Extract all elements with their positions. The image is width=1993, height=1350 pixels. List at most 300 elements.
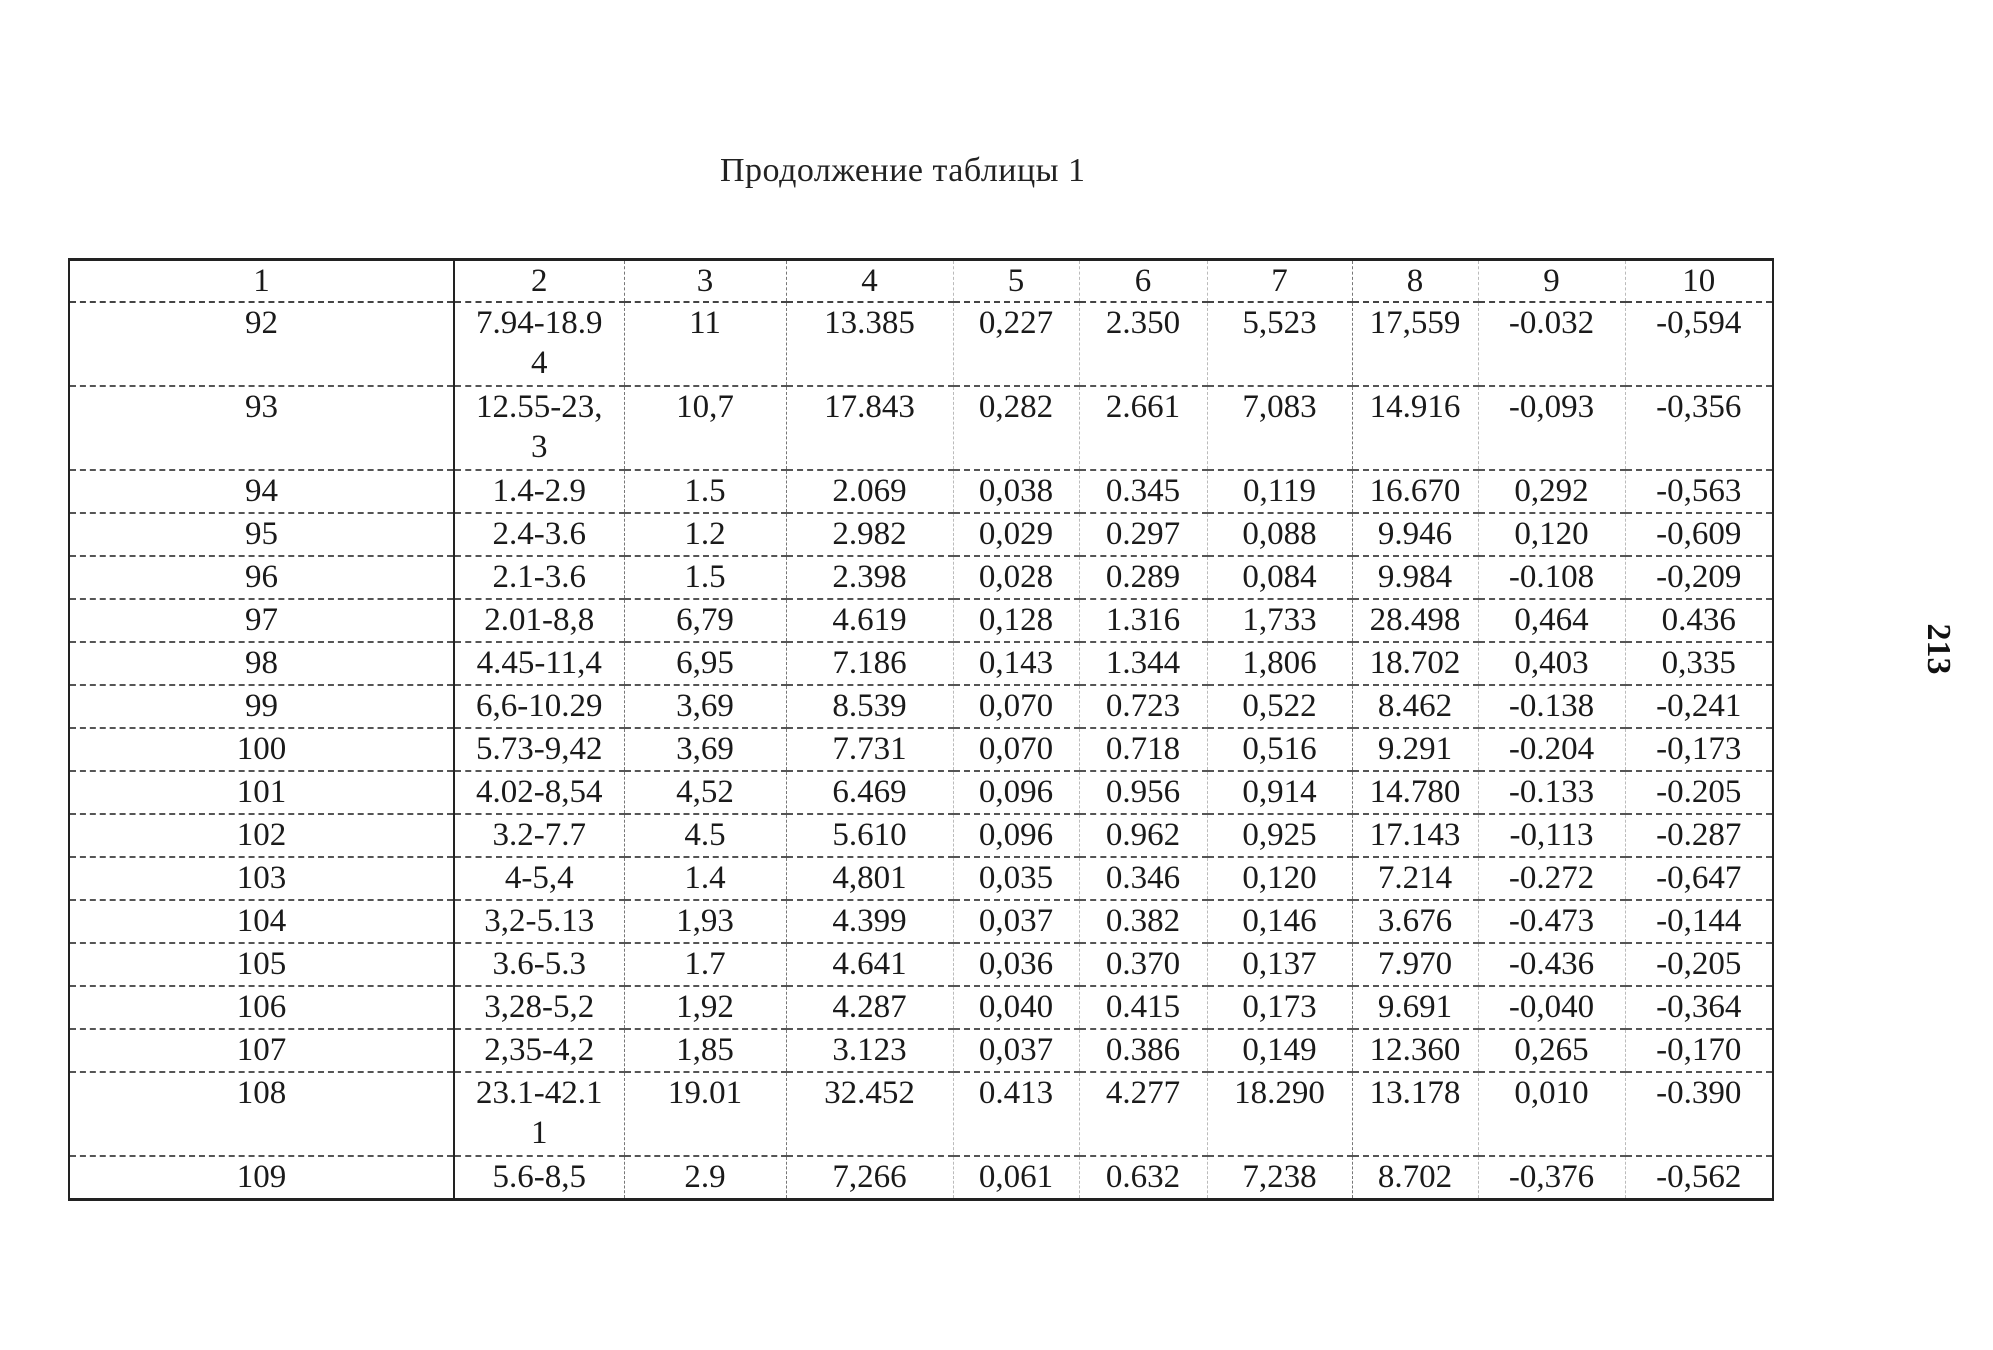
cell-value: 98 <box>245 645 278 681</box>
table-cell <box>786 642 953 685</box>
cell-value: 3.676 <box>1377 903 1453 939</box>
cell-value: 6,95 <box>676 645 734 681</box>
table-body <box>69 302 1773 1200</box>
cell-value: 3,2-5.13 <box>484 903 595 939</box>
table-cell <box>1352 642 1478 685</box>
cell-value: 18.702 <box>1369 645 1461 681</box>
cell-value: 94 <box>245 473 278 509</box>
cell-value: 1.5 <box>684 473 726 509</box>
cell-value: 0,265 <box>1514 1032 1589 1068</box>
cell-value: 97 <box>245 602 278 638</box>
cell-value: 6,6-10.29 <box>476 688 603 724</box>
table-cell <box>786 556 953 599</box>
table-cell <box>1207 685 1352 728</box>
table-cell <box>69 728 454 771</box>
cell-value: 12.360 <box>1369 1032 1461 1068</box>
table-cell <box>624 814 786 857</box>
cell-value: 100 <box>236 731 287 767</box>
table-cell <box>69 814 454 857</box>
table-row <box>69 1072 1773 1156</box>
column-header: 9 <box>1478 260 1625 303</box>
table-cell <box>624 1156 786 1200</box>
table-cell <box>953 513 1079 556</box>
table-cell <box>1625 642 1773 685</box>
table-row <box>69 1156 1773 1200</box>
table-cell <box>454 386 624 470</box>
table-cell <box>1207 556 1352 599</box>
table-cell <box>786 386 953 470</box>
column-header: 5 <box>953 260 1079 303</box>
table-cell <box>454 1029 624 1072</box>
table-row <box>69 943 1773 986</box>
table-cell <box>624 302 786 386</box>
table-cell <box>1625 513 1773 556</box>
table-cell <box>1478 513 1625 556</box>
column-header: 2 <box>454 260 624 303</box>
table-cell <box>1625 302 1773 386</box>
column-header: 10 <box>1625 260 1773 303</box>
cell-value: 0,128 <box>978 602 1054 638</box>
cell-value: 0,914 <box>1242 774 1317 810</box>
cell-value: 0,522 <box>1242 688 1317 724</box>
cell-value: 7.970 <box>1377 946 1453 982</box>
cell-value: 0,925 <box>1242 817 1317 853</box>
table-cell <box>454 513 624 556</box>
cell-value: -0.272 <box>1508 860 1595 896</box>
cell-value: 1,806 <box>1242 645 1317 681</box>
cell-value: 5,523 <box>1242 305 1317 341</box>
cell-value: -0.108 <box>1508 559 1595 595</box>
cell-value: 0,173 <box>1242 989 1317 1025</box>
table-cell <box>786 857 953 900</box>
table-cell <box>953 685 1079 728</box>
cell-value: 6,79 <box>676 602 734 638</box>
cell-value: 106 <box>236 989 287 1025</box>
cell-value: 0,037 <box>978 1032 1054 1068</box>
table-cell <box>1625 728 1773 771</box>
table-cell <box>1079 642 1207 685</box>
cell-value: 0,070 <box>978 731 1054 767</box>
table-cell <box>1625 986 1773 1029</box>
table-cell <box>1352 1156 1478 1200</box>
cell-value: 7.94-18.94 <box>476 305 603 381</box>
cell-value: -0,040 <box>1508 989 1595 1025</box>
table-cell <box>69 513 454 556</box>
cell-value: 0,096 <box>978 774 1054 810</box>
cell-value: 107 <box>236 1032 287 1068</box>
table-cell <box>1352 900 1478 943</box>
table-cell <box>69 900 454 943</box>
cell-value: 7,083 <box>1242 389 1317 425</box>
cell-value: 17,559 <box>1369 305 1461 341</box>
cell-value: 0,143 <box>978 645 1054 681</box>
cell-value: 0.415 <box>1105 989 1181 1025</box>
table-cell <box>1352 1029 1478 1072</box>
table-cell <box>1352 943 1478 986</box>
cell-value: -0,563 <box>1656 473 1742 509</box>
column-header: 3 <box>624 260 786 303</box>
table-cell <box>624 943 786 986</box>
cell-value: 0,149 <box>1242 1032 1317 1068</box>
cell-value: 7.186 <box>832 645 907 681</box>
table-cell <box>454 728 624 771</box>
cell-value: 0,120 <box>1242 860 1317 896</box>
cell-value: -0,364 <box>1656 989 1742 1025</box>
table-cell <box>1207 728 1352 771</box>
cell-value: 4.641 <box>832 946 907 982</box>
table-cell <box>1079 986 1207 1029</box>
cell-value: 101 <box>236 774 287 810</box>
table-cell <box>1079 599 1207 642</box>
table-cell <box>624 728 786 771</box>
table-cell <box>1207 1156 1352 1200</box>
table-cell <box>69 386 454 470</box>
table-cell <box>1207 470 1352 513</box>
table-cell <box>1478 470 1625 513</box>
table-cell <box>1625 943 1773 986</box>
cell-value: 1.2 <box>684 516 726 552</box>
cell-value: -0,205 <box>1656 946 1742 982</box>
header-row <box>69 260 1773 303</box>
cell-value: 4.277 <box>1105 1075 1181 1111</box>
cell-value: 0,282 <box>978 389 1054 425</box>
cell-value: -0,144 <box>1656 903 1742 939</box>
table-cell <box>624 642 786 685</box>
cell-value: 5.6-8,5 <box>492 1159 586 1195</box>
table-cell <box>454 1156 624 1200</box>
cell-value: 3.6-5.3 <box>492 946 586 982</box>
cell-value: 28.498 <box>1369 602 1461 638</box>
cell-value: 0.386 <box>1105 1032 1181 1068</box>
cell-value: 2.982 <box>832 516 907 552</box>
table-cell <box>1478 1029 1625 1072</box>
cell-value: 96 <box>245 559 278 595</box>
table-cell <box>1079 900 1207 943</box>
table-cell <box>69 642 454 685</box>
cell-value: 0,010 <box>1514 1075 1589 1111</box>
table-cell <box>953 814 1079 857</box>
table-cell <box>1625 814 1773 857</box>
cell-value: -0.133 <box>1508 774 1595 810</box>
cell-value: -0.436 <box>1508 946 1595 982</box>
table-cell <box>1079 1072 1207 1156</box>
cell-value: -0.032 <box>1508 305 1595 341</box>
table-cell <box>69 1072 454 1156</box>
table-cell <box>454 685 624 728</box>
cell-value: 7,266 <box>832 1159 907 1195</box>
cell-value: 4.619 <box>832 602 907 638</box>
cell-value: 8.462 <box>1377 688 1453 724</box>
table-cell <box>1079 943 1207 986</box>
table-cell <box>454 986 624 1029</box>
table-cell <box>1079 728 1207 771</box>
table-cell <box>1207 599 1352 642</box>
column-header: 1 <box>69 260 454 303</box>
table-cell <box>1478 728 1625 771</box>
cell-value: 17.843 <box>824 389 915 425</box>
cell-value: 0,227 <box>978 305 1054 341</box>
table-row <box>69 857 1773 900</box>
cell-value: 1.5 <box>684 559 726 595</box>
table-cell <box>953 556 1079 599</box>
cell-value: 0,070 <box>978 688 1054 724</box>
table-cell <box>1478 1156 1625 1200</box>
table-cell <box>1079 386 1207 470</box>
table-cell <box>953 1072 1079 1156</box>
cell-value: 0.436 <box>1661 602 1736 638</box>
table-cell <box>69 470 454 513</box>
cell-value: 5.610 <box>832 817 907 853</box>
cell-value: 0.370 <box>1105 946 1181 982</box>
table-row <box>69 771 1773 814</box>
table-cell <box>624 513 786 556</box>
cell-value: 0,292 <box>1514 473 1589 509</box>
cell-value: 0,516 <box>1242 731 1317 767</box>
table-row <box>69 986 1773 1029</box>
table-cell <box>454 470 624 513</box>
cell-value: 1.344 <box>1105 645 1181 681</box>
cell-value: 92 <box>245 305 278 341</box>
table-cell <box>953 771 1079 814</box>
table-cell <box>454 943 624 986</box>
cell-value: 0,119 <box>1242 473 1317 509</box>
table-cell <box>1207 1029 1352 1072</box>
table-cell <box>69 1029 454 1072</box>
table-cell <box>1625 771 1773 814</box>
table-cell <box>1352 685 1478 728</box>
cell-value: 108 <box>236 1075 287 1111</box>
table-cell <box>1207 943 1352 986</box>
cell-value: 0,061 <box>978 1159 1054 1195</box>
cell-value: 19.01 <box>667 1075 743 1111</box>
table-cell <box>1079 771 1207 814</box>
cell-value: 0,036 <box>978 946 1054 982</box>
table-cell <box>454 556 624 599</box>
cell-value: 1.7 <box>684 946 726 982</box>
cell-value: 102 <box>236 817 287 853</box>
table-cell <box>624 1072 786 1156</box>
table-cell <box>1207 513 1352 556</box>
table-cell <box>786 900 953 943</box>
cell-value: 1.316 <box>1105 602 1181 638</box>
table-cell <box>1478 986 1625 1029</box>
cell-value: 0.289 <box>1105 559 1181 595</box>
table-cell <box>1478 771 1625 814</box>
cell-value: 3,28-5,2 <box>484 989 595 1025</box>
cell-value: -0,562 <box>1656 1159 1742 1195</box>
table-cell <box>786 685 953 728</box>
cell-value: 0.382 <box>1105 903 1181 939</box>
cell-value: 4.5 <box>684 817 726 853</box>
cell-value: 7.731 <box>832 731 907 767</box>
table-cell <box>953 386 1079 470</box>
cell-value: -0,173 <box>1656 731 1742 767</box>
cell-value: 2,35-4,2 <box>484 1032 595 1068</box>
table-cell <box>69 685 454 728</box>
cell-value: 9.291 <box>1377 731 1453 767</box>
table-cell <box>953 642 1079 685</box>
cell-value: 16.670 <box>1369 473 1461 509</box>
cell-value: -0,113 <box>1509 817 1594 853</box>
table-cell <box>1352 513 1478 556</box>
table-row <box>69 1029 1773 1072</box>
cell-value: -0.287 <box>1656 817 1742 853</box>
cell-value: 9.691 <box>1377 989 1453 1025</box>
table-cell <box>1207 771 1352 814</box>
table-cell <box>1352 470 1478 513</box>
table-cell <box>69 556 454 599</box>
cell-value: 95 <box>245 516 278 552</box>
table-cell <box>1478 386 1625 470</box>
cell-value: 0,084 <box>1242 559 1317 595</box>
cell-value: 0,037 <box>978 903 1054 939</box>
table-cell <box>953 470 1079 513</box>
cell-value: -0.473 <box>1508 903 1595 939</box>
cell-value: -0,093 <box>1508 389 1595 425</box>
cell-value: 0,088 <box>1242 516 1317 552</box>
table-cell <box>1079 302 1207 386</box>
table-row <box>69 814 1773 857</box>
cell-value: -0,647 <box>1656 860 1742 896</box>
cell-value: 13.178 <box>1369 1075 1461 1111</box>
cell-value: 4,52 <box>676 774 734 810</box>
cell-value: 0,040 <box>978 989 1054 1025</box>
table-cell <box>953 857 1079 900</box>
table-cell <box>786 1156 953 1200</box>
cell-value: 4.45-11,4 <box>476 645 602 681</box>
table-cell <box>624 771 786 814</box>
cell-value: -0.138 <box>1508 688 1595 724</box>
table-row <box>69 386 1773 470</box>
table-cell <box>454 900 624 943</box>
table-row <box>69 470 1773 513</box>
table-cell <box>1207 814 1352 857</box>
cell-value: 3.123 <box>832 1032 907 1068</box>
cell-value: 1,92 <box>676 989 734 1025</box>
column-header: 7 <box>1207 260 1352 303</box>
cell-value: 2.398 <box>832 559 907 595</box>
table-cell <box>454 857 624 900</box>
table-cell <box>69 302 454 386</box>
cell-value: 11 <box>689 305 721 341</box>
cell-value: 14.780 <box>1369 774 1461 810</box>
cell-value: 0,028 <box>978 559 1054 595</box>
table-row <box>69 513 1773 556</box>
cell-value: 105 <box>236 946 287 982</box>
table-caption: Продолжение таблицы 1 <box>720 152 1086 189</box>
cell-value: 0.345 <box>1105 473 1181 509</box>
cell-value: 8.702 <box>1377 1159 1453 1195</box>
cell-value: 99 <box>245 688 278 724</box>
table-cell <box>1207 642 1352 685</box>
cell-value: 4.02-8,54 <box>476 774 603 810</box>
table-cell <box>1352 814 1478 857</box>
cell-value: -0,609 <box>1656 516 1742 552</box>
cell-value: 3,69 <box>676 731 734 767</box>
table-cell <box>953 986 1079 1029</box>
table-cell <box>786 302 953 386</box>
table-cell <box>454 1072 624 1156</box>
table-cell <box>624 470 786 513</box>
table-cell <box>1478 1072 1625 1156</box>
table-row <box>69 556 1773 599</box>
table-cell <box>786 728 953 771</box>
column-header: 4 <box>786 260 953 303</box>
table-cell <box>1478 814 1625 857</box>
cell-value: 93 <box>245 389 278 425</box>
cell-value: 0,120 <box>1514 516 1589 552</box>
table-cell <box>1079 556 1207 599</box>
column-header: 8 <box>1352 260 1478 303</box>
table-cell <box>786 986 953 1029</box>
cell-value: 1.4 <box>684 860 726 896</box>
cell-value: 7.214 <box>1377 860 1453 896</box>
table-cell <box>1079 1029 1207 1072</box>
table-cell <box>69 857 454 900</box>
cell-value: 0,403 <box>1514 645 1589 681</box>
cell-value: 1.4-2.9 <box>492 473 586 509</box>
cell-value: 4.287 <box>832 989 907 1025</box>
table-cell <box>953 943 1079 986</box>
table-cell <box>69 986 454 1029</box>
cell-value: 8.539 <box>832 688 907 724</box>
table-cell <box>786 513 953 556</box>
table-cell <box>1079 857 1207 900</box>
table-cell <box>624 986 786 1029</box>
table-cell <box>786 943 953 986</box>
table-row <box>69 642 1773 685</box>
table-cell <box>786 771 953 814</box>
cell-value: 14.916 <box>1369 389 1461 425</box>
cell-value: 32.452 <box>824 1075 915 1111</box>
cell-value: 10,7 <box>676 389 734 425</box>
table-cell <box>1079 470 1207 513</box>
cell-value: 0.718 <box>1105 731 1181 767</box>
cell-value: 1,93 <box>676 903 734 939</box>
table-cell <box>624 857 786 900</box>
table-cell <box>1625 556 1773 599</box>
cell-value: 4.399 <box>832 903 907 939</box>
cell-value: 0,035 <box>978 860 1054 896</box>
table-cell <box>1352 386 1478 470</box>
table-cell <box>1625 1072 1773 1156</box>
cell-value: 0,464 <box>1514 602 1589 638</box>
table-cell <box>1478 857 1625 900</box>
cell-value: 0,335 <box>1661 645 1736 681</box>
cell-value: 0.956 <box>1105 774 1181 810</box>
table-cell <box>1478 642 1625 685</box>
table-cell <box>1625 857 1773 900</box>
table-cell <box>1478 900 1625 943</box>
cell-value: -0.204 <box>1508 731 1595 767</box>
cell-value: 0,137 <box>1242 946 1317 982</box>
table-cell <box>624 386 786 470</box>
table-cell <box>1352 771 1478 814</box>
cell-value: 13.385 <box>824 305 915 341</box>
cell-value: 0.346 <box>1105 860 1181 896</box>
cell-value: 103 <box>236 860 287 896</box>
table-cell <box>1625 470 1773 513</box>
cell-value: 0.962 <box>1105 817 1181 853</box>
table-cell <box>624 556 786 599</box>
table-cell <box>953 1156 1079 1200</box>
table-cell <box>1207 1072 1352 1156</box>
table-cell <box>1352 302 1478 386</box>
table-cell <box>953 302 1079 386</box>
table-cell <box>1207 857 1352 900</box>
cell-value: 0.632 <box>1105 1159 1181 1195</box>
table-cell <box>454 302 624 386</box>
